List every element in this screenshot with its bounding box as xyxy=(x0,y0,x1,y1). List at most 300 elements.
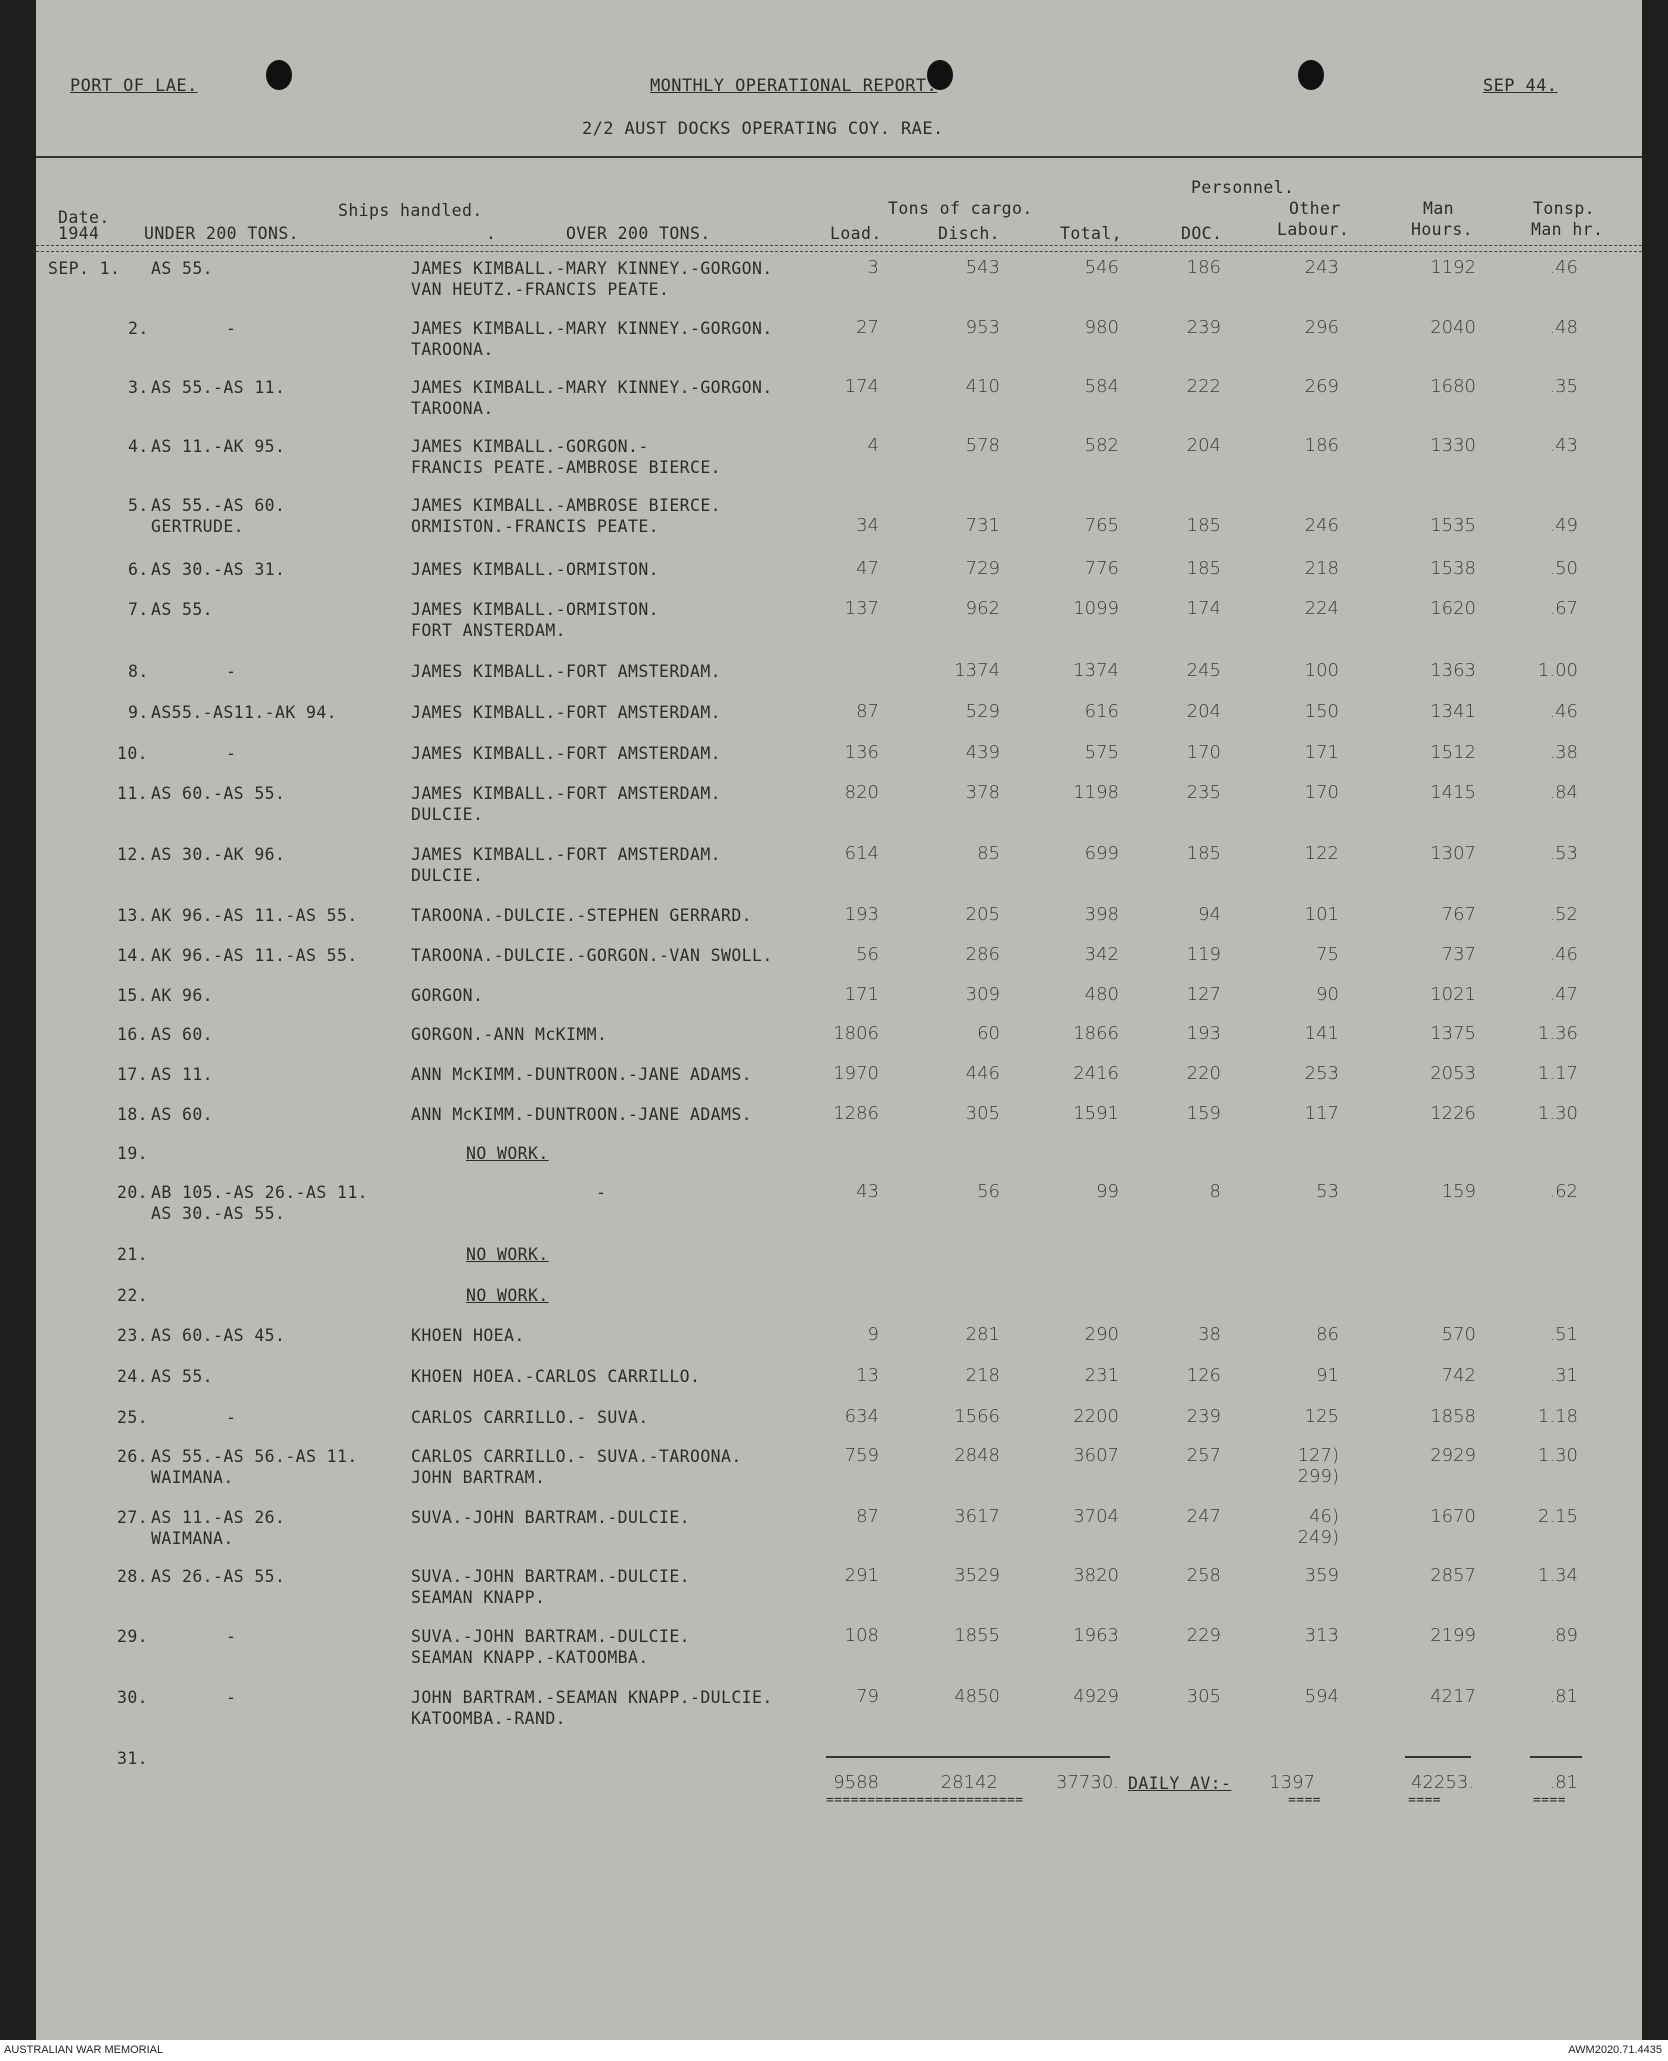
row-under-200: - xyxy=(226,1408,237,1427)
row-man-hours: 2040 xyxy=(1430,317,1476,338)
row-load: 291 xyxy=(844,1565,879,1586)
row-tons-per-man-hr: .46 xyxy=(1549,257,1578,278)
row-over-200: TAROONA. xyxy=(411,399,494,418)
row-date: 15. xyxy=(117,986,149,1005)
header-rule xyxy=(36,156,1642,158)
row-date: 18. xyxy=(117,1105,149,1124)
row-other-labour: 594 xyxy=(1304,1686,1339,1707)
row-tons-per-man-hr: .50 xyxy=(1549,558,1578,579)
row-other-labour: 141 xyxy=(1304,1023,1339,1044)
row-under-200: AS 55. xyxy=(151,1367,214,1386)
total-load: 9588 xyxy=(833,1772,879,1793)
row-disch: 731 xyxy=(965,515,1000,536)
col-man: Man xyxy=(1423,199,1455,218)
row-disch: 4850 xyxy=(954,1686,1000,1707)
row-tons-per-man-hr: 1.34 xyxy=(1537,1565,1578,1586)
row-disch: 578 xyxy=(965,435,1000,456)
row-doc: 38 xyxy=(1198,1324,1221,1345)
row-load: 759 xyxy=(844,1445,879,1466)
row-total: 2416 xyxy=(1073,1063,1119,1084)
row-load: 9 xyxy=(867,1324,879,1345)
col-under-200: UNDER 200 TONS. xyxy=(144,224,300,243)
col-ships-handled: Ships handled. xyxy=(338,201,483,220)
row-over-200: JAMES KIMBALL.-FORT AMSTERDAM. xyxy=(411,744,722,763)
row-under-200: AS 55.-AS 56.-AS 11. xyxy=(151,1447,358,1466)
row-over-200: KHOEN HOEA. xyxy=(411,1326,525,1345)
row-load: 47 xyxy=(856,558,879,579)
col-dot: . xyxy=(486,224,497,243)
row-under-200: - xyxy=(226,662,237,681)
row-man-hours: 159 xyxy=(1441,1181,1476,1202)
row-doc: 185 xyxy=(1186,558,1221,579)
row-under-200: AS 60.-AS 55. xyxy=(151,784,286,803)
row-tons-per-man-hr: 1.18 xyxy=(1537,1406,1578,1427)
row-load: 87 xyxy=(856,1506,879,1527)
row-other-labour: 86 xyxy=(1316,1324,1339,1345)
row-date: 4. xyxy=(128,437,149,456)
row-under-200: AS55.-AS11.-AK 94. xyxy=(151,703,338,722)
row-load: 87 xyxy=(856,701,879,722)
row-disch: 543 xyxy=(965,257,1000,278)
row-over-200: JAMES KIMBALL.-FORT AMSTERDAM. xyxy=(411,662,722,681)
report-title: MONTHLY OPERATIONAL REPORT. xyxy=(650,76,938,96)
row-other-labour: 296 xyxy=(1304,317,1339,338)
row-other-labour: 243 xyxy=(1304,257,1339,278)
port-name: PORT OF LAE. xyxy=(70,76,198,96)
col-total: Total, xyxy=(1060,224,1123,243)
total-double-underline: ======================== xyxy=(826,1793,1024,1808)
row-tons-per-man-hr: .89 xyxy=(1549,1625,1578,1646)
row-total: 1198 xyxy=(1073,782,1119,803)
row-doc: 220 xyxy=(1186,1063,1221,1084)
row-date: 10. xyxy=(117,744,149,763)
row-under-200: AS 55.-AS 11. xyxy=(151,378,286,397)
row-total: 776 xyxy=(1084,558,1119,579)
row-date: 30. xyxy=(117,1688,149,1707)
row-man-hours: 1538 xyxy=(1430,558,1476,579)
row-tons-per-man-hr: .62 xyxy=(1549,1181,1578,1202)
row-disch: 205 xyxy=(965,904,1000,925)
row-man-hours: 2929 xyxy=(1430,1445,1476,1466)
row-other-labour: 249) xyxy=(1297,1527,1339,1548)
row-over-200: TAROONA.-DULCIE.-GORGON.-VAN SWOLL. xyxy=(411,946,773,965)
row-other-labour: 53 xyxy=(1316,1181,1339,1202)
row-under-200: AS 30.-AS 55. xyxy=(151,1204,286,1223)
row-tons-per-man-hr: 1.00 xyxy=(1537,660,1578,681)
row-man-hours: 737 xyxy=(1441,944,1476,965)
row-load: 171 xyxy=(844,984,879,1005)
row-disch: 60 xyxy=(977,1023,1000,1044)
row-total: 575 xyxy=(1084,742,1119,763)
row-load: 1806 xyxy=(833,1023,879,1044)
row-man-hours: 1620 xyxy=(1430,598,1476,619)
row-man-hours: 2857 xyxy=(1430,1565,1476,1586)
row-over-200: JAMES KIMBALL.-FORT AMSTERDAM. xyxy=(411,703,722,722)
row-man-hours: 1535 xyxy=(1430,515,1476,536)
row-date: 20. xyxy=(117,1183,149,1202)
row-man-hours: 1512 xyxy=(1430,742,1476,763)
row-other-labour: 122 xyxy=(1304,843,1339,864)
total-double-underline: ==== xyxy=(1288,1793,1321,1808)
row-over-200: JAMES KIMBALL.-MARY KINNEY.-GORGON. xyxy=(411,259,773,278)
row-man-hours: 742 xyxy=(1441,1365,1476,1386)
row-total: 546 xyxy=(1084,257,1119,278)
row-doc: 159 xyxy=(1186,1103,1221,1124)
row-under-200: AS 30.-AS 31. xyxy=(151,560,286,579)
row-man-hours: 1307 xyxy=(1430,843,1476,864)
row-doc: 185 xyxy=(1186,843,1221,864)
row-doc: 119 xyxy=(1186,944,1221,965)
col-labour: Labour. xyxy=(1277,220,1350,239)
row-over-200: TAROONA.-DULCIE.-STEPHEN GERRARD. xyxy=(411,906,753,925)
row-total: 699 xyxy=(1084,843,1119,864)
row-total: 765 xyxy=(1084,515,1119,536)
row-under-200: AS 11. xyxy=(151,1065,214,1084)
row-disch: 281 xyxy=(965,1324,1000,1345)
row-under-200: AS 30.-AK 96. xyxy=(151,845,286,864)
row-date: 24. xyxy=(117,1367,149,1386)
row-load: 1970 xyxy=(833,1063,879,1084)
row-load: 34 xyxy=(856,515,879,536)
total-rule xyxy=(826,1756,1110,1758)
row-under-200: AS 55.-AS 60. xyxy=(151,496,286,515)
row-date: 13. xyxy=(117,906,149,925)
row-other-labour: 269 xyxy=(1304,376,1339,397)
row-over-200: SUVA.-JOHN BARTRAM.-DULCIE. xyxy=(411,1627,691,1646)
col-tons-of-cargo: Tons of cargo. xyxy=(888,199,1033,218)
report-month: SEP 44. xyxy=(1483,76,1558,96)
row-date: 25. xyxy=(117,1408,149,1427)
row-doc: 174 xyxy=(1186,598,1221,619)
row-over-200: ORMISTON.-FRANCIS PEATE. xyxy=(411,517,660,536)
row-load: 4 xyxy=(867,435,879,456)
row-under-200: AK 96.-AS 11.-AS 55. xyxy=(151,906,358,925)
row-doc: 127 xyxy=(1186,984,1221,1005)
row-total: 1963 xyxy=(1073,1625,1119,1646)
row-man-hours: 1375 xyxy=(1430,1023,1476,1044)
archive-source: AUSTRALIAN WAR MEMORIAL xyxy=(4,2044,164,2056)
total-rule xyxy=(1405,1756,1471,1758)
row-load: 108 xyxy=(844,1625,879,1646)
row-over-200: ANN McKIMM.-DUNTROON.-JANE ADAMS. xyxy=(411,1105,753,1124)
row-date: 19. xyxy=(117,1144,149,1163)
row-total: 1374 xyxy=(1073,660,1119,681)
row-man-hours: 570 xyxy=(1441,1324,1476,1345)
row-disch: 529 xyxy=(965,701,1000,722)
row-tons-per-man-hr: .35 xyxy=(1549,376,1578,397)
row-doc: 186 xyxy=(1186,257,1221,278)
row-under-200: WAIMANA. xyxy=(151,1529,234,1548)
row-date: 26. xyxy=(117,1447,149,1466)
col-over-200: OVER 200 TONS. xyxy=(566,224,711,243)
row-disch: 305 xyxy=(965,1103,1000,1124)
row-tons-per-man-hr: .52 xyxy=(1549,904,1578,925)
row-date: 11. xyxy=(117,784,149,803)
row-doc: 257 xyxy=(1186,1445,1221,1466)
row-tons-per-man-hr: 1.30 xyxy=(1537,1445,1578,1466)
row-date: SEP. 1. xyxy=(48,259,121,278)
row-over-200: SEAMAN KNAPP.-KATOOMBA. xyxy=(411,1648,649,1667)
row-load: 614 xyxy=(844,843,879,864)
row-man-hours: 2053 xyxy=(1430,1063,1476,1084)
row-load: 193 xyxy=(844,904,879,925)
row-other-labour: 127) xyxy=(1297,1445,1339,1466)
row-over-200: JOHN BARTRAM. xyxy=(411,1468,546,1487)
row-over-200: JOHN BARTRAM.-SEAMAN KNAPP.-DULCIE. xyxy=(411,1688,773,1707)
row-man-hours: 767 xyxy=(1441,904,1476,925)
row-load: 27 xyxy=(856,317,879,338)
row-tons-per-man-hr: .51 xyxy=(1549,1324,1578,1345)
total-rule xyxy=(1530,1756,1582,1758)
row-load: 137 xyxy=(844,598,879,619)
row-tons-per-man-hr: .48 xyxy=(1549,317,1578,338)
row-tons-per-man-hr: .53 xyxy=(1549,843,1578,864)
row-tons-per-man-hr: .43 xyxy=(1549,435,1578,456)
row-other-labour: 186 xyxy=(1304,435,1339,456)
row-under-200: AS 55. xyxy=(151,600,214,619)
row-tons-per-man-hr: .38 xyxy=(1549,742,1578,763)
punch-hole xyxy=(266,60,292,90)
row-over-200: JAMES KIMBALL.-MARY KINNEY.-GORGON. xyxy=(411,378,773,397)
row-no-work: NO WORK. xyxy=(466,1144,549,1163)
row-total: 616 xyxy=(1084,701,1119,722)
row-over-200: CARLOS CARRILLO.- SUVA. xyxy=(411,1408,649,1427)
row-disch: 446 xyxy=(965,1063,1000,1084)
row-date: 6. xyxy=(128,560,149,579)
row-under-200: AB 105.-AS 26.-AS 11. xyxy=(151,1183,369,1202)
row-doc: 204 xyxy=(1186,701,1221,722)
row-tons-per-man-hr: .47 xyxy=(1549,984,1578,1005)
row-total: 398 xyxy=(1084,904,1119,925)
row-man-hours: 1226 xyxy=(1430,1103,1476,1124)
row-date: 12. xyxy=(117,845,149,864)
total-disch: 28142 xyxy=(940,1772,998,1793)
row-tons-per-man-hr: .46 xyxy=(1549,944,1578,965)
total-double-underline: ==== xyxy=(1408,1793,1441,1808)
total-tmh: .81 xyxy=(1549,1772,1578,1793)
row-total: 582 xyxy=(1084,435,1119,456)
row-tons-per-man-hr: 1.36 xyxy=(1537,1023,1578,1044)
row-doc: 229 xyxy=(1186,1625,1221,1646)
archive-reference: AWM2020.71.4435 xyxy=(1568,2044,1662,2056)
row-date: 14. xyxy=(117,946,149,965)
row-man-hours: 1680 xyxy=(1430,376,1476,397)
row-disch: 953 xyxy=(965,317,1000,338)
row-man-hours: 1363 xyxy=(1430,660,1476,681)
row-over-200: JAMES KIMBALL.-MARY KINNEY.-GORGON. xyxy=(411,319,773,338)
row-load: 56 xyxy=(856,944,879,965)
row-date: 22. xyxy=(117,1286,149,1305)
daily-av-label: DAILY AV:- xyxy=(1128,1774,1232,1793)
row-over-200: KHOEN HOEA.-CARLOS CARRILLO. xyxy=(411,1367,701,1386)
row-doc: 126 xyxy=(1186,1365,1221,1386)
row-date: 23. xyxy=(117,1326,149,1345)
row-total: 3607 xyxy=(1073,1445,1119,1466)
report-sheet xyxy=(36,0,1642,2040)
row-other-labour: 359 xyxy=(1304,1565,1339,1586)
row-disch: 1855 xyxy=(954,1625,1000,1646)
header-double-rule xyxy=(36,245,1642,252)
row-under-200: AS 60. xyxy=(151,1025,214,1044)
row-over-200: CARLOS CARRILLO.- SUVA.-TAROONA. xyxy=(411,1447,742,1466)
row-total: 584 xyxy=(1084,376,1119,397)
row-under-200: WAIMANA. xyxy=(151,1468,234,1487)
row-total: 4929 xyxy=(1073,1686,1119,1707)
row-over-200: GORGON. xyxy=(411,986,484,1005)
row-total: 1099 xyxy=(1073,598,1119,619)
row-disch: 439 xyxy=(965,742,1000,763)
row-total: 3820 xyxy=(1073,1565,1119,1586)
row-over-200: - xyxy=(596,1183,607,1202)
row-total: 290 xyxy=(1084,1324,1119,1345)
row-other-labour: 313 xyxy=(1304,1625,1339,1646)
row-total: 231 xyxy=(1084,1365,1119,1386)
row-load: 1286 xyxy=(833,1103,879,1124)
row-over-200: JAMES KIMBALL.-ORMISTON. xyxy=(411,560,660,579)
row-over-200: FORT ANSTERDAM. xyxy=(411,621,567,640)
row-over-200: SUVA.-JOHN BARTRAM.-DULCIE. xyxy=(411,1508,691,1527)
row-disch: 729 xyxy=(965,558,1000,579)
row-no-work: NO WORK. xyxy=(466,1286,549,1305)
row-man-hours: 1858 xyxy=(1430,1406,1476,1427)
row-other-labour: 90 xyxy=(1316,984,1339,1005)
row-load: 43 xyxy=(856,1181,879,1202)
row-doc: 239 xyxy=(1186,1406,1221,1427)
row-load: 634 xyxy=(844,1406,879,1427)
row-load: 79 xyxy=(856,1686,879,1707)
row-date: 16. xyxy=(117,1025,149,1044)
row-over-200: JAMES KIMBALL.-FORT AMSTERDAM. xyxy=(411,784,722,803)
row-other-labour: 171 xyxy=(1304,742,1339,763)
row-date: 3. xyxy=(128,378,149,397)
row-load: 136 xyxy=(844,742,879,763)
row-total: 2200 xyxy=(1073,1406,1119,1427)
row-disch: 3529 xyxy=(954,1565,1000,1586)
row-other-labour: 75 xyxy=(1316,944,1339,965)
row-load: 3 xyxy=(867,257,879,278)
row-date: 9. xyxy=(128,703,149,722)
row-date: 29. xyxy=(117,1627,149,1646)
row-disch: 286 xyxy=(965,944,1000,965)
row-other-labour: 101 xyxy=(1304,904,1339,925)
row-disch: 85 xyxy=(977,843,1000,864)
row-under-200: - xyxy=(226,319,237,338)
row-doc: 247 xyxy=(1186,1506,1221,1527)
row-tons-per-man-hr: .81 xyxy=(1549,1686,1578,1707)
row-under-200: GERTRUDE. xyxy=(151,517,245,536)
row-other-labour: 299) xyxy=(1297,1466,1339,1487)
col-load: Load. xyxy=(830,224,882,243)
row-over-200: KATOOMBA.-RAND. xyxy=(411,1709,567,1728)
row-doc: 222 xyxy=(1186,376,1221,397)
row-over-200: SEAMAN KNAPP. xyxy=(411,1588,546,1607)
row-over-200: JAMES KIMBALL.-ORMISTON. xyxy=(411,600,660,619)
row-date: 31. xyxy=(117,1749,149,1768)
row-doc: 258 xyxy=(1186,1565,1221,1586)
row-over-200: DULCIE. xyxy=(411,866,484,885)
row-doc: 204 xyxy=(1186,435,1221,456)
row-other-labour: 224 xyxy=(1304,598,1339,619)
row-disch: 1374 xyxy=(954,660,1000,681)
row-tons-per-man-hr: 1.30 xyxy=(1537,1103,1578,1124)
row-under-200: AS 26.-AS 55. xyxy=(151,1567,286,1586)
row-tons-per-man-hr: .31 xyxy=(1549,1365,1578,1386)
row-date: 27. xyxy=(117,1508,149,1527)
row-doc: 8 xyxy=(1209,1181,1221,1202)
total-hours: 42253. xyxy=(1411,1772,1474,1793)
row-total: 1866 xyxy=(1073,1023,1119,1044)
row-load: 820 xyxy=(844,782,879,803)
row-over-200: FRANCIS PEATE.-AMBROSE BIERCE. xyxy=(411,458,722,477)
row-other-labour: 150 xyxy=(1304,701,1339,722)
row-over-200: ANN McKIMM.-DUNTROON.-JANE ADAMS. xyxy=(411,1065,753,1084)
unit-name: 2/2 AUST DOCKS OPERATING COY. RAE. xyxy=(582,119,944,139)
row-other-labour: 91 xyxy=(1316,1365,1339,1386)
col-other: Other xyxy=(1289,199,1341,218)
archive-footer xyxy=(0,2040,1668,2061)
row-under-200: AS 11.-AS 26. xyxy=(151,1508,286,1527)
row-total: 980 xyxy=(1084,317,1119,338)
row-tons-per-man-hr: .46 xyxy=(1549,701,1578,722)
row-disch: 309 xyxy=(965,984,1000,1005)
row-date: 2. xyxy=(128,319,149,338)
row-other-labour: 46) xyxy=(1309,1506,1339,1527)
row-under-200: AS 60. xyxy=(151,1105,214,1124)
row-man-hours: 2199 xyxy=(1430,1625,1476,1646)
row-over-200: VAN HEUTZ.-FRANCIS PEATE. xyxy=(411,280,670,299)
total-doc: 1397 xyxy=(1269,1772,1315,1793)
row-over-200: TAROONA. xyxy=(411,340,494,359)
row-under-200: - xyxy=(226,1627,237,1646)
col-date: Date. xyxy=(58,208,110,227)
row-tons-per-man-hr: 2.15 xyxy=(1537,1506,1578,1527)
col-man-hr: Man hr. xyxy=(1531,220,1604,239)
row-tons-per-man-hr: 1.17 xyxy=(1537,1063,1578,1084)
col-hours: Hours. xyxy=(1411,220,1474,239)
row-other-labour: 253 xyxy=(1304,1063,1339,1084)
row-total: 3704 xyxy=(1073,1506,1119,1527)
row-total: 480 xyxy=(1084,984,1119,1005)
row-under-200: AK 96. xyxy=(151,986,214,1005)
row-doc: 185 xyxy=(1186,515,1221,536)
row-doc: 245 xyxy=(1186,660,1221,681)
row-date: 17. xyxy=(117,1065,149,1084)
row-man-hours: 1192 xyxy=(1430,257,1476,278)
row-load: 174 xyxy=(844,376,879,397)
punch-hole xyxy=(1298,60,1324,90)
row-over-200: JAMES KIMBALL.-GORGON.- xyxy=(411,437,649,456)
row-disch: 218 xyxy=(965,1365,1000,1386)
total-double-underline: ==== xyxy=(1533,1793,1566,1808)
row-disch: 3617 xyxy=(954,1506,1000,1527)
col-doc: DOC. xyxy=(1181,224,1223,243)
row-other-labour: 117 xyxy=(1304,1103,1339,1124)
row-over-200: GORGON.-ANN McKIMM. xyxy=(411,1025,608,1044)
row-total: 99 xyxy=(1096,1181,1119,1202)
row-disch: 410 xyxy=(965,376,1000,397)
row-doc: 305 xyxy=(1186,1686,1221,1707)
row-total: 1591 xyxy=(1073,1103,1119,1124)
row-man-hours: 1341 xyxy=(1430,701,1476,722)
row-doc: 94 xyxy=(1198,904,1221,925)
total-tons: 37730. xyxy=(1056,1772,1119,1793)
row-doc: 170 xyxy=(1186,742,1221,763)
row-disch: 2848 xyxy=(954,1445,1000,1466)
row-doc: 235 xyxy=(1186,782,1221,803)
row-man-hours: 1330 xyxy=(1430,435,1476,456)
row-under-200: AS 55. xyxy=(151,259,214,278)
row-doc: 193 xyxy=(1186,1023,1221,1044)
